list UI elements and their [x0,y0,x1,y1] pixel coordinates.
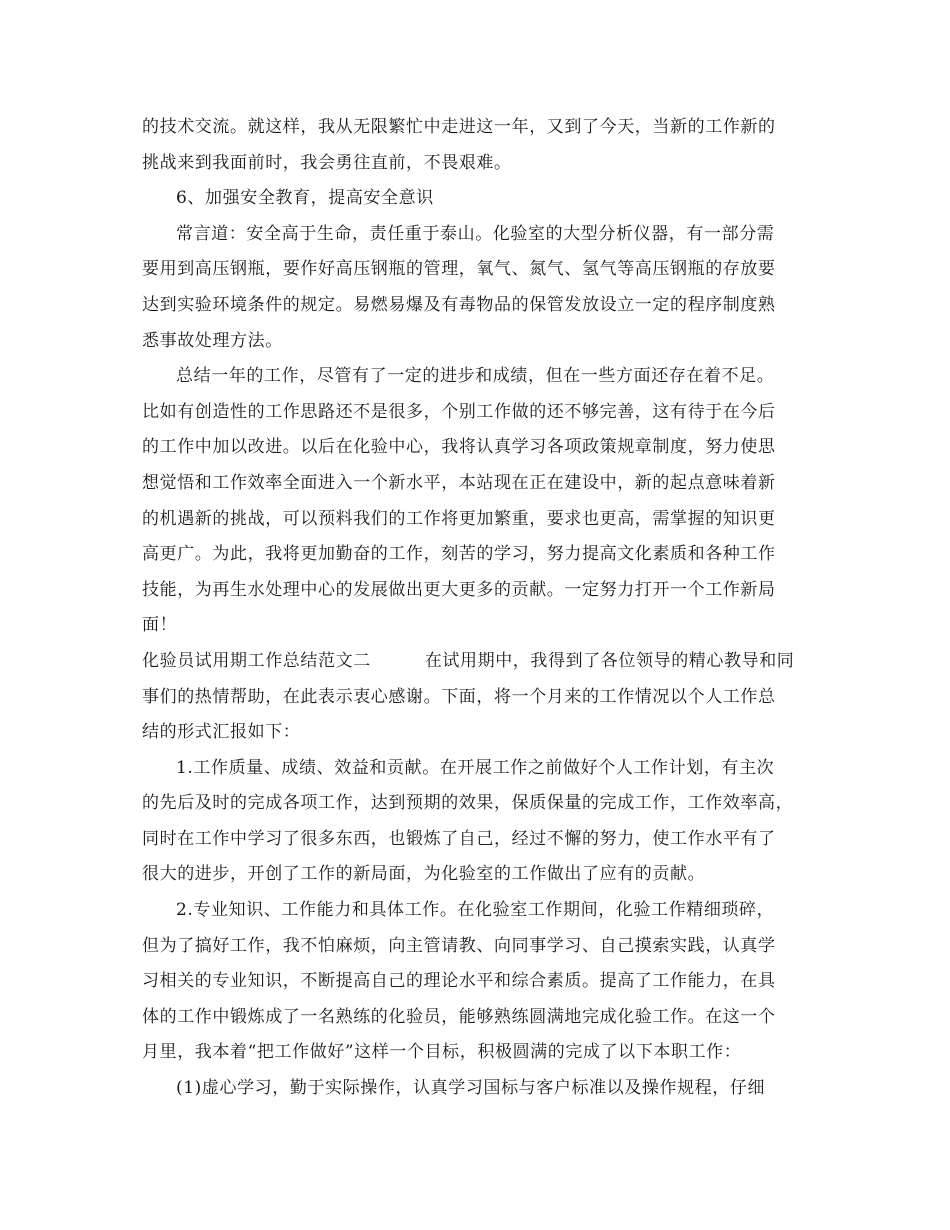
text-line: 的机遇新的挑战，可以预料我们的工作将更加繁重，要求也更高，需掌握的知识更 [142,508,776,529]
text-line: 的工作中加以改进。以后在化验中心，我将认真学习各项政策规章制度，努力使思 [142,437,776,458]
document-body [142,110,822,1107]
text-line: 习相关的专业知识，不断提高自己的理论水平和综合素质。提高了工作能力，在具 [142,971,776,992]
section-title: 化验员试用期工作总结范文二 [142,650,371,671]
text-line: 但为了搞好工作，我不怕麻烦，向主管请教、向同事学习、自己摸索实践，认真学 [142,935,776,956]
text-line: 1.工作质量、成绩、效益和贡献。在开展工作之前做好个人工作计划，有主次 [176,757,775,778]
text-line: 想觉悟和工作效率全面进入一个新水平，本站现在正在建设中，新的起点意味着新 [142,472,776,493]
text-line: 同时在工作中学习了很多东西，也锻炼了自己，经过不懈的努力，使工作水平有了 [142,828,776,849]
text-line: 高更广。为此，我将更加勤奋的工作，刻苦的学习，努力提高文化素质和各种工作 [142,544,776,565]
text-line: 6、加强安全教育，提高安全意识 [176,188,434,209]
text-line: 事们的热情帮助，在此表示衷心感谢。下面，将一个月来的工作情况以个人工作总 [142,686,776,707]
text-line: 挑战来到我面前时，我会勇往直前，不畏艰难。 [142,152,512,173]
text-line: 悉事故处理方法。 [142,330,283,351]
text-line: 的技术交流。就这样，我从无限繁忙中走进这一年，又到了今天，当新的工作新的 [142,117,776,137]
section-intro: 在试用期中，我得到了各位领导的精心教导和同 [424,650,795,671]
text-line: 月里，我本着“把工作做好”这样一个目标，积极圆满的完成了以下本职工作： [142,1042,742,1063]
text-line: 的先后及时的完成各项工作，达到预期的效果，保质保量的完成工作，工作效率高， [142,793,794,814]
text-line: 面！ [142,615,178,636]
text-line: 技能，为再生水处理中心的发展做出更大更多的贡献。一定努力打开一个工作新局 [142,579,776,600]
text-line: (1)虚心学习，勤于实际操作，认真学习国标与客户标准以及操作规程，仔细 [176,1078,766,1099]
text-line: 结的形式汇报如下： [142,722,301,743]
text-line: 2.专业知识、工作能力和具体工作。在化验室工作期间，化验工作精细琐碎， [176,900,775,921]
text-line: 总结一年的工作，尽管有了一定的进步和成绩，但在一些方面还存在着不足。 [176,366,775,387]
text-line: 达到实验环境条件的规定。易燃易爆及有毒物品的保管发放设立一定的程序制度熟 [142,294,776,315]
text-line: 很大的进步，开创了工作的新局面，为化验室的工作做出了应有的贡献。 [142,864,706,885]
text-line: 要用到高压钢瓶，要作好高压钢瓶的管理，氧气、氮气、氢气等高压钢瓶的存放要 [142,259,776,280]
section-heading-line [142,644,822,680]
text-line: 常言道：安全高于生命，责任重于泰山。化验室的大型分析仪器，有一部分需 [176,223,775,244]
text-line: 体的工作中锻炼成了一名熟练的化验员，能够熟练圆满地完成化验工作。在这一个 [142,1006,776,1027]
text-line: 比如有创造性的工作思路还不是很多，个别工作做的还不够完善，这有待于在今后 [142,401,776,422]
